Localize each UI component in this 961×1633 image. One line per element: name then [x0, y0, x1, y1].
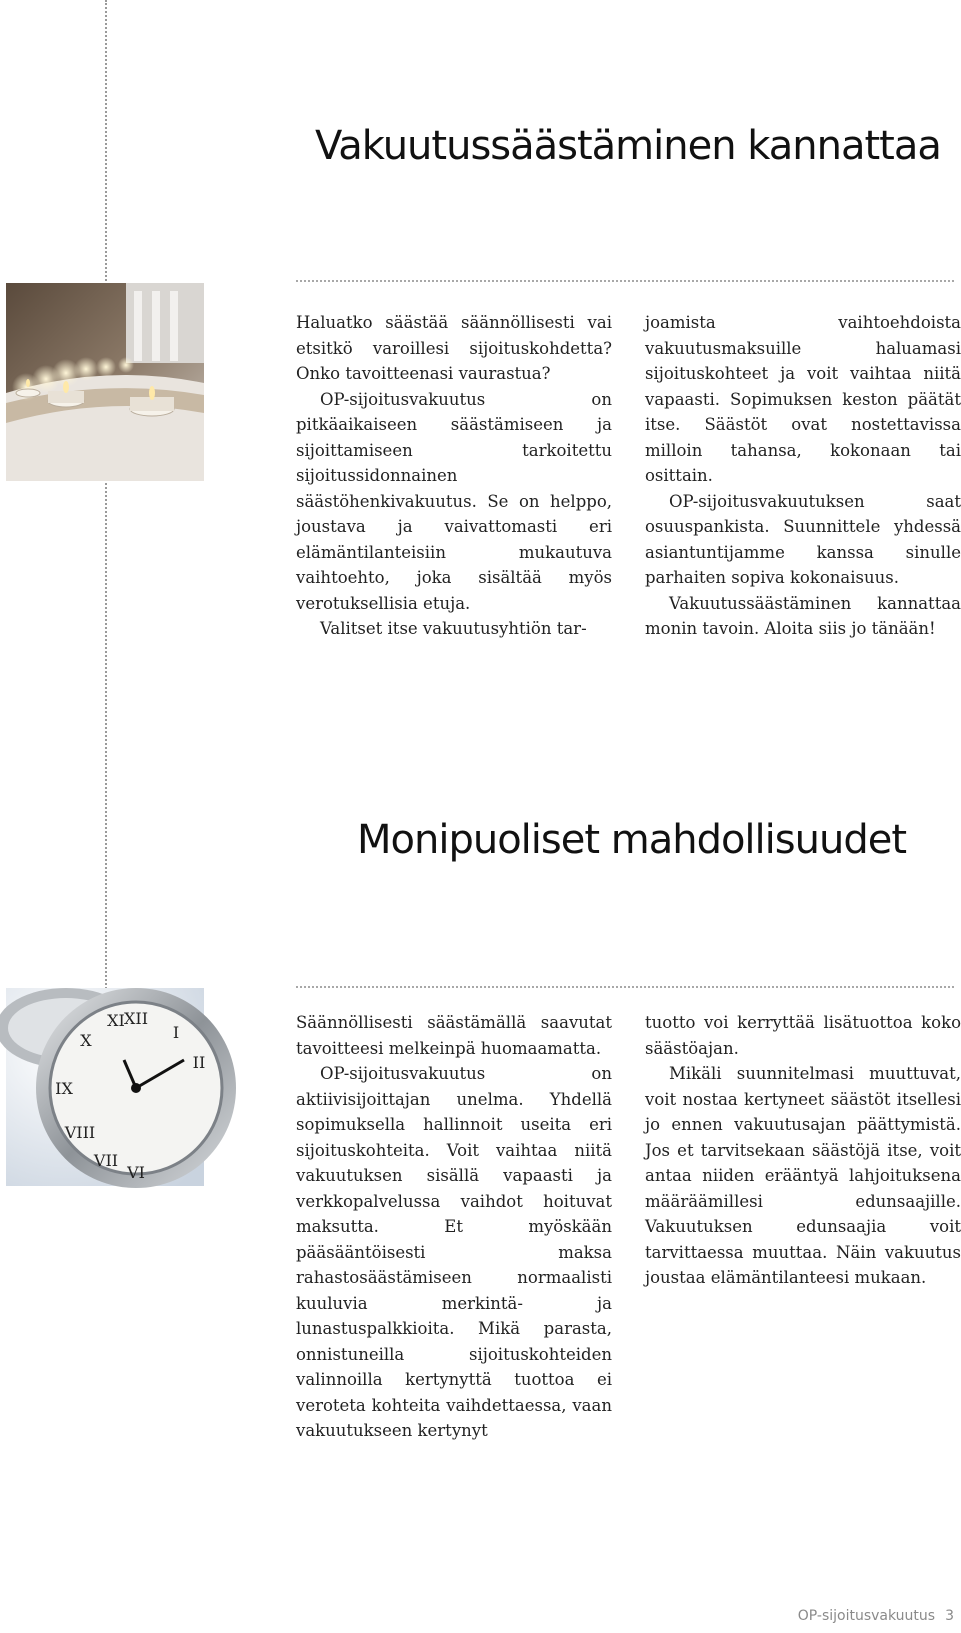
- paragraph: OP-sijoitusvakuutuksen saat osuuspankista. Suunnittele yhdessä asiantuntijamme kanssa sinulle parhaiten sopiva kokonaisuus.: [645, 491, 961, 587]
- pocket-watch-photo-icon: [6, 988, 204, 1186]
- paragraph: OP-sijoitusvakuutus on pitkäaikaiseen säästämiseen ja sijoittamiseen tarkoitettu sijoitussidonnainen säästöhenkivakuutus. Se on helppo, joustava ja vaivattomasti eri elämäntilanteisiin mukautuva vaihtoehto, joka sisältää myös verotuksellisia etuja.: [296, 389, 612, 613]
- paragraph: Vakuutussäästäminen kannattaa monin tavoin. Aloita siis jo tänään!: [645, 593, 961, 638]
- paragraph: joamista vaihtoehdoista vakuutusmaksuille haluamasi sijoituskohteet ja voit vaihtaa niitä vapaasti. Sopimuksen keston päätät itse. Säästöt ovat nostettavissa milloin tahansa, kokonaan tai osittain.: [645, 313, 961, 485]
- section2-column-1: [296, 1010, 612, 1444]
- section2-column-2: [645, 1010, 961, 1291]
- section-rule-2: [296, 986, 954, 988]
- svg-text:VIII: VIII: [64, 1123, 96, 1142]
- svg-text:X: X: [80, 1031, 92, 1050]
- paragraph: tuotto voi kerryttää lisätuottoa koko säästöajan.: [645, 1013, 961, 1058]
- section1-column-2: [645, 310, 961, 642]
- svg-text:IX: IX: [55, 1079, 73, 1098]
- dotted-vertical-line: [105, 0, 107, 1040]
- paragraph: Valitset itse vakuutusyhtiön tar-: [320, 619, 587, 638]
- svg-text:XII: XII: [123, 1009, 149, 1028]
- section1-column-1: [296, 310, 612, 642]
- svg-text:I: I: [172, 1023, 180, 1042]
- page-footer: [798, 1608, 954, 1624]
- paragraph: OP-sijoitusvakuutus on aktiivisijoittajan unelma. Yhdellä sopimuksella hallinnoit useita eri sijoituskohteita. Voit vaihtaa niitä vakuutuksen sisällä vapaasti ja verkkopalvelussa vaihdot hoituvat maksutta. Et myöskään pääsääntöisesti maksa rahastosäästämiseen normaalisti kuuluvia merkintä- ja lunastuspalkkioita. Mikä parasta, onnistuneilla sijoituskohteiden valinnoilla kertynyttä tuottoa ei veroteta kohteita vaihdettaessa, vaan vakuutukseen kertynyt: [296, 1064, 612, 1440]
- paragraph: Säännöllisesti säästämällä saavutat tavoitteesi melkeinpä huomaamatta.: [296, 1013, 612, 1058]
- section-title-1: Vakuutussäästäminen kannattaa: [315, 123, 941, 169]
- paragraph: Haluatko säästää säännöllisesti vai etsitkö varoillesi sijoituskohdetta? Onko tavoitteenasi vaurastua?: [296, 313, 612, 383]
- svg-text:VI: VI: [127, 1163, 145, 1182]
- candles-photo-icon: [6, 283, 204, 481]
- svg-text:VII: VII: [93, 1151, 119, 1170]
- section-rule-1: [296, 280, 954, 282]
- page-number: 3: [945, 1608, 954, 1624]
- svg-text:II: II: [192, 1053, 206, 1072]
- paragraph: Mikäli suunnitelmasi muuttuvat, voit nostaa kertyneet säästöt itsellesi jo ennen vakuutusajan päättymistä. Jos et tarvitsekaan säästöjä itse, voit antaa niiden erääntyä lahjoituksena määräämillesi edunsaajille. Vakuutuksen edunsaajia voit tarvittaessa muuttaa. Näin vakuutus joustaa elämäntilanteesi mukaan.: [645, 1064, 961, 1287]
- svg-text:XI: XI: [107, 1011, 125, 1030]
- section-title-2: Monipuoliset mahdollisuudet: [357, 817, 906, 863]
- footer-label: OP-sijoitusvakuutus: [797, 1608, 936, 1624]
